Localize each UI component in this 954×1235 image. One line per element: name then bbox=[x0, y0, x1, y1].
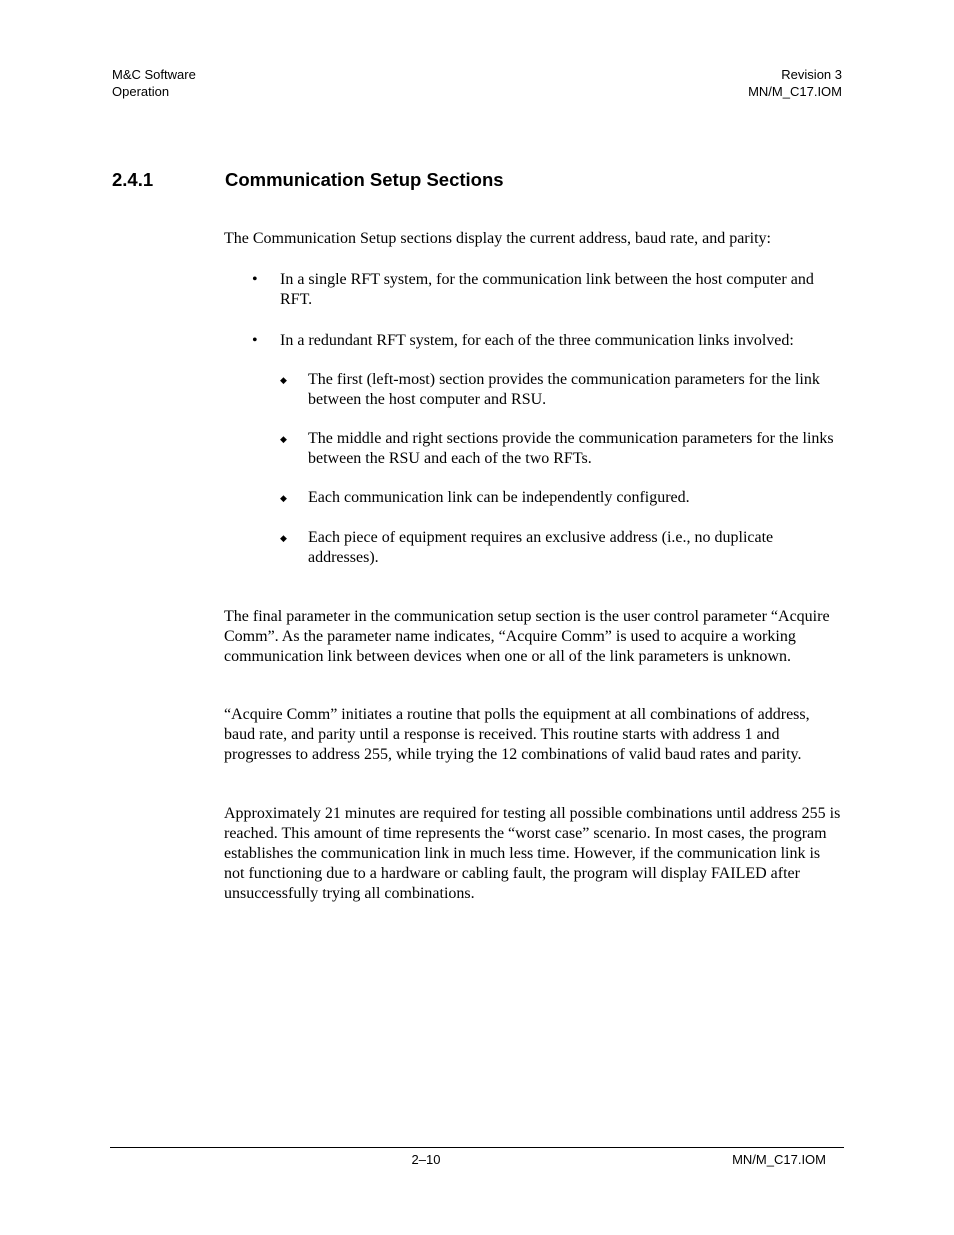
paragraph-text: “Acquire Comm” initiates a routine that polls the equipment at all combinations of address, baud rate, and parity until a response is received. This routine starts with address 1 and progresses to address 255, while trying the 12 combinations of valid baud rates and parity. bbox=[224, 706, 810, 763]
diamond-bullet-icon: ◆ bbox=[280, 533, 287, 543]
diamond-bullet-icon: ◆ bbox=[280, 493, 287, 503]
sub-bullet-item bbox=[280, 429, 840, 469]
bullet-dot-icon: • bbox=[252, 271, 258, 288]
header-doc-number: MN/M_C17.IOM bbox=[748, 84, 842, 99]
section-heading bbox=[112, 169, 504, 191]
diamond-bullet-icon: ◆ bbox=[280, 375, 287, 385]
sub-bullet-text: The middle and right sections provide the communication parameters for the links between the RSU and each of the two RFTs. bbox=[308, 430, 834, 467]
bullet-text: In a redundant RFT system, for each of the three communication links involved: bbox=[280, 332, 794, 349]
header-doc-section: M&C Software bbox=[112, 67, 196, 82]
footer-doc-number: MN/M_C17.IOM bbox=[732, 1152, 826, 1167]
sub-bullet-item bbox=[280, 488, 840, 508]
sub-bullet-text: Each communication link can be independently configured. bbox=[308, 489, 690, 506]
header-right bbox=[748, 66, 842, 100]
diamond-bullet-icon: ◆ bbox=[280, 434, 287, 444]
footer-page-number: 2–10 bbox=[411, 1152, 441, 1167]
header-doc-subsection: Operation bbox=[112, 84, 170, 99]
bullet-dot-icon: • bbox=[252, 332, 258, 349]
paragraph-text: The final parameter in the communication setup section is the user control parameter “Acquire Comm”. As the parameter name indicates, “Acquire Comm” is used to acquire a working communication link between devices when one or all of the link parameters is unknown. bbox=[224, 608, 830, 665]
paragraph-text: Approximately 21 minutes are required for testing all possible combinations until address 255 is reached. This amount of time represents the “worst case” scenario. In most cases, the program establishes the communication link in much less time. However, if the communication link is not functioning due to a hardware or cabling fault, the program will display FAILED after unsuccessfully trying all combinations. bbox=[224, 805, 841, 902]
sub-bullet-text: Each piece of equipment requires an exclusive address (i.e., no duplicate addresses). bbox=[308, 529, 774, 566]
intro-text: The Communication Setup sections display the current address, baud rate, and parity: bbox=[224, 230, 771, 247]
header-left bbox=[112, 66, 196, 100]
body-paragraph bbox=[224, 607, 844, 667]
section-title: Communication Setup Sections bbox=[225, 169, 504, 190]
sub-bullet-item bbox=[280, 370, 840, 410]
body-paragraph bbox=[224, 705, 844, 765]
bullet-item bbox=[252, 270, 840, 310]
bullet-text: In a single RFT system, for the communication link between the host computer and RFT. bbox=[280, 271, 814, 308]
sub-bullet-text: The first (left-most) section provides the communication parameters for the link between the host computer and RSU. bbox=[308, 371, 820, 408]
header-revision: Revision 3 bbox=[781, 67, 842, 82]
intro-paragraph bbox=[224, 229, 844, 249]
footer-divider bbox=[110, 1147, 844, 1148]
body-paragraph bbox=[224, 804, 844, 904]
sub-bullet-item bbox=[280, 528, 840, 568]
section-number: 2.4.1 bbox=[112, 169, 154, 190]
bullet-item bbox=[252, 331, 840, 351]
